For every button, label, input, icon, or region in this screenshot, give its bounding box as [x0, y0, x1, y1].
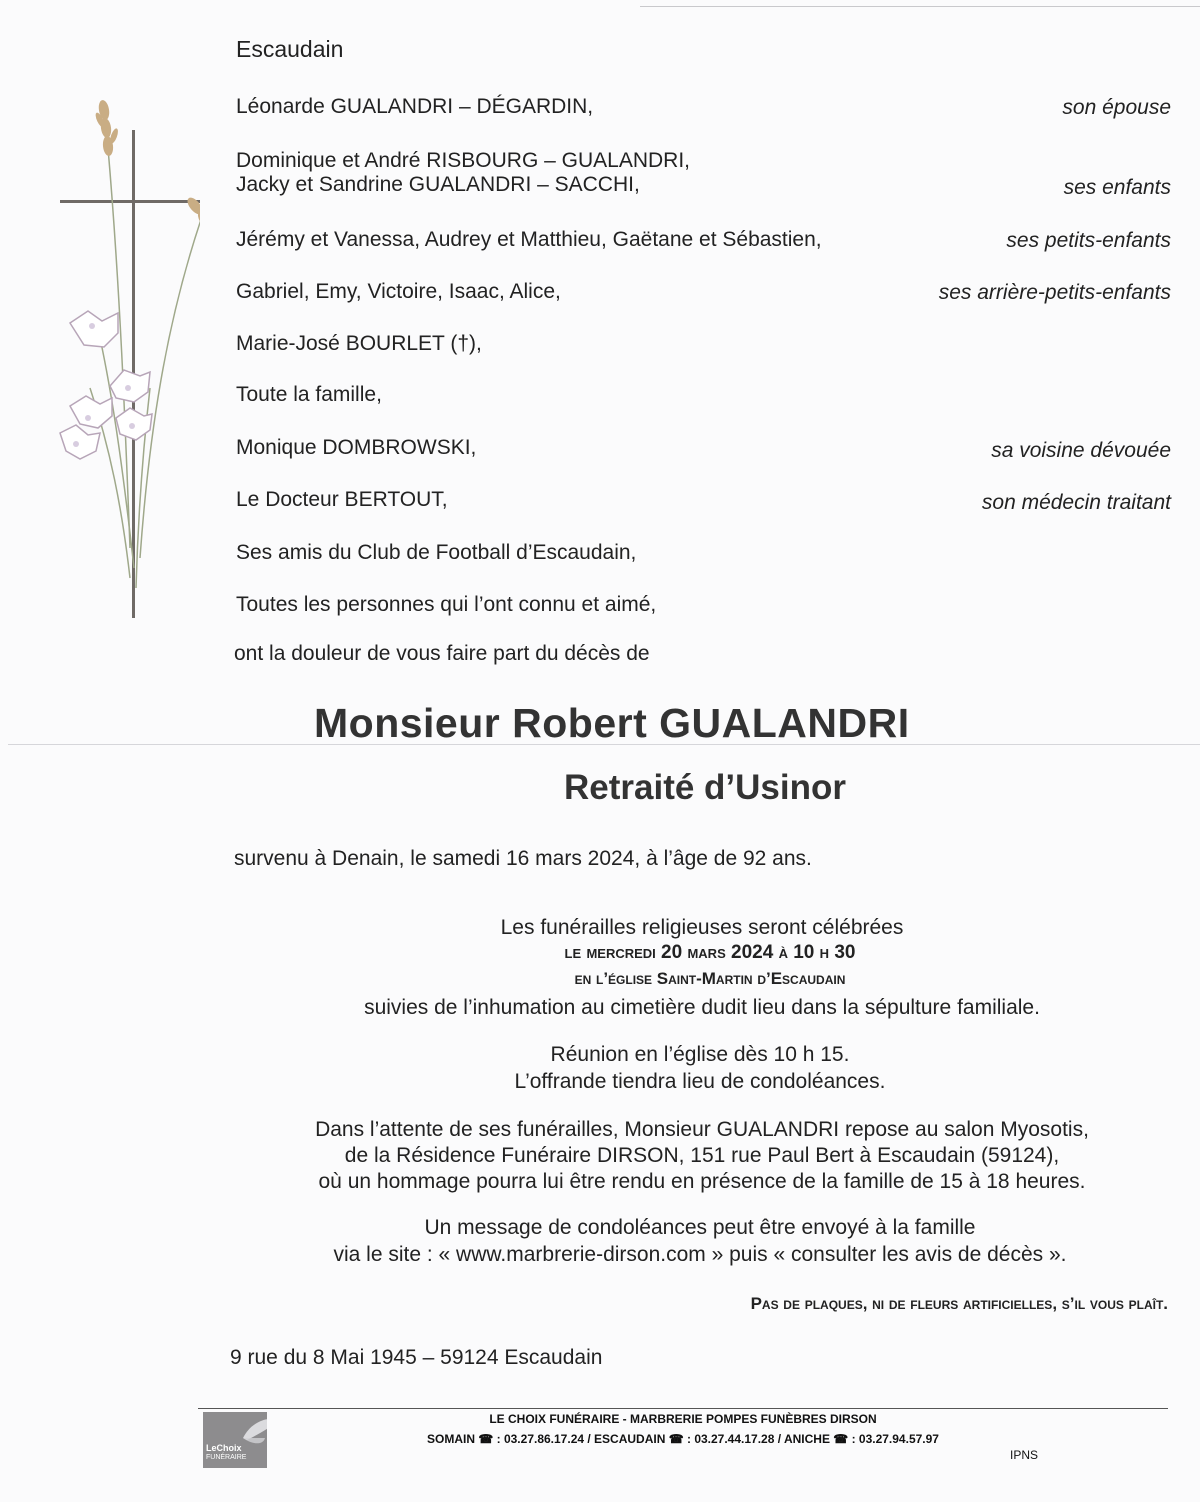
funeral-intro: Les funérailles religieuses seront célébrées — [500, 916, 904, 939]
family-line-doctor: Le Docteur BERTOUT, — [236, 488, 448, 511]
rest-line-2: de la Résidence Funéraire DIRSON, 151 rue Paul Bert à Escaudain (59124), — [344, 1144, 1060, 1167]
gathering-time: Réunion en l’église dès 10 h 15. — [550, 1043, 850, 1066]
relation-grandchildren: ses petits-enfants — [1006, 229, 1171, 252]
funeral-home-phones: SOMAIN ☎ : 03.27.86.17.24 / ESCAUDAIN ☎ : 03.27.44.17.28 / ANICHE ☎ : 03.27.94.57.97 — [427, 1432, 939, 1446]
family-line-neighbor: Monique DOMBROWSKI, — [236, 436, 477, 459]
family-line-all-family: Toute la famille, — [236, 383, 382, 406]
family-line-spouse: Léonarde GUALANDRI – DÉGARDIN, — [236, 95, 594, 118]
logo-text-1: LeChoix — [206, 1443, 242, 1453]
announcement-line: ont la douleur de vous faire part du décès de — [234, 642, 650, 665]
offering-note: L’offrande tiendra lieu de condoléances. — [514, 1070, 886, 1093]
family-line-children-2: Jacky et Sandrine GUALANDRI – SACCHI, — [236, 173, 640, 196]
family-line-children-1: Dominique et André RISBOURG – GUALANDRI, — [236, 149, 691, 172]
relation-great-grandchildren: ses arrière-petits-enfants — [938, 281, 1171, 304]
family-line-football-club: Ses amis du Club de Football d’Escaudain, — [236, 541, 637, 564]
death-details: survenu à Denain, le samedi 16 mars 2024, à l’âge de 92 ans. — [234, 847, 812, 870]
rest-line-3: où un hommage pourra lui être rendu en présence de la famille de 15 à 18 heures. — [318, 1170, 1086, 1193]
family-line-grandchildren: Jérémy et Vanessa, Audrey et Matthieu, Gaëtane et Sébastien, — [236, 228, 822, 251]
family-line-acquaintances: Toutes les personnes qui l’ont connu et aimé, — [236, 593, 657, 616]
deceased-title: Retraité d’Usinor — [564, 768, 846, 807]
top-edge-line — [640, 6, 1200, 7]
funeral-home-name: LE CHOIX FUNÉRAIRE - MARBRERIE POMPES FUNÈBRES DIRSON — [489, 1412, 877, 1426]
stems — [90, 148, 200, 588]
relation-doctor: son médecin traitant — [981, 491, 1171, 514]
relation-children: ses enfants — [1063, 176, 1171, 199]
rest-line-1: Dans l’attente de ses funérailles, Monsieur GUALANDRI repose au salon Myosotis, — [315, 1118, 1089, 1141]
relation-spouse: son épouse — [1062, 96, 1171, 119]
deceased-name: Monsieur Robert GUALANDRI — [314, 700, 910, 746]
funeral-burial: suivies de l’inhumation au cimetière dudit lieu dans la sépulture familiale. — [364, 996, 1040, 1019]
footer-rule — [198, 1408, 1168, 1409]
family-line-great-grandchildren: Gabriel, Emy, Victoire, Isaac, Alice, — [236, 280, 561, 303]
funeral-date: le mercredi 20 mars 2024 à 10 h 30 — [564, 942, 856, 963]
flowers-request: Pas de plaques, ni de fleurs artificielles, s’il vous plaît. — [750, 1294, 1168, 1313]
wheat-ears — [94, 99, 200, 264]
relation-neighbor: sa voisine dévouée — [991, 439, 1171, 462]
town-header: Escaudain — [236, 36, 344, 62]
cross-horizontal — [60, 200, 200, 203]
message-line-2: via le site : « www.marbrerie-dirson.com » puis « consulter les avis de décès ». — [333, 1243, 1067, 1266]
message-line-1: Un message de condoléances peut être envoyé à la famille — [424, 1216, 976, 1239]
family-address: 9 rue du 8 Mai 1945 – 59124 Escaudain — [230, 1346, 603, 1369]
flowers — [60, 311, 152, 459]
family-line-bourlet: Marie-José BOURLET (†), — [236, 332, 482, 355]
cross-flowers-illustration — [30, 88, 200, 628]
ipns-label: IPNS — [1010, 1448, 1039, 1462]
funeral-place: en l’église Saint-Martin d’Escaudain — [574, 969, 846, 988]
logo-text-2: FUNÉRAIRE — [206, 1454, 247, 1461]
